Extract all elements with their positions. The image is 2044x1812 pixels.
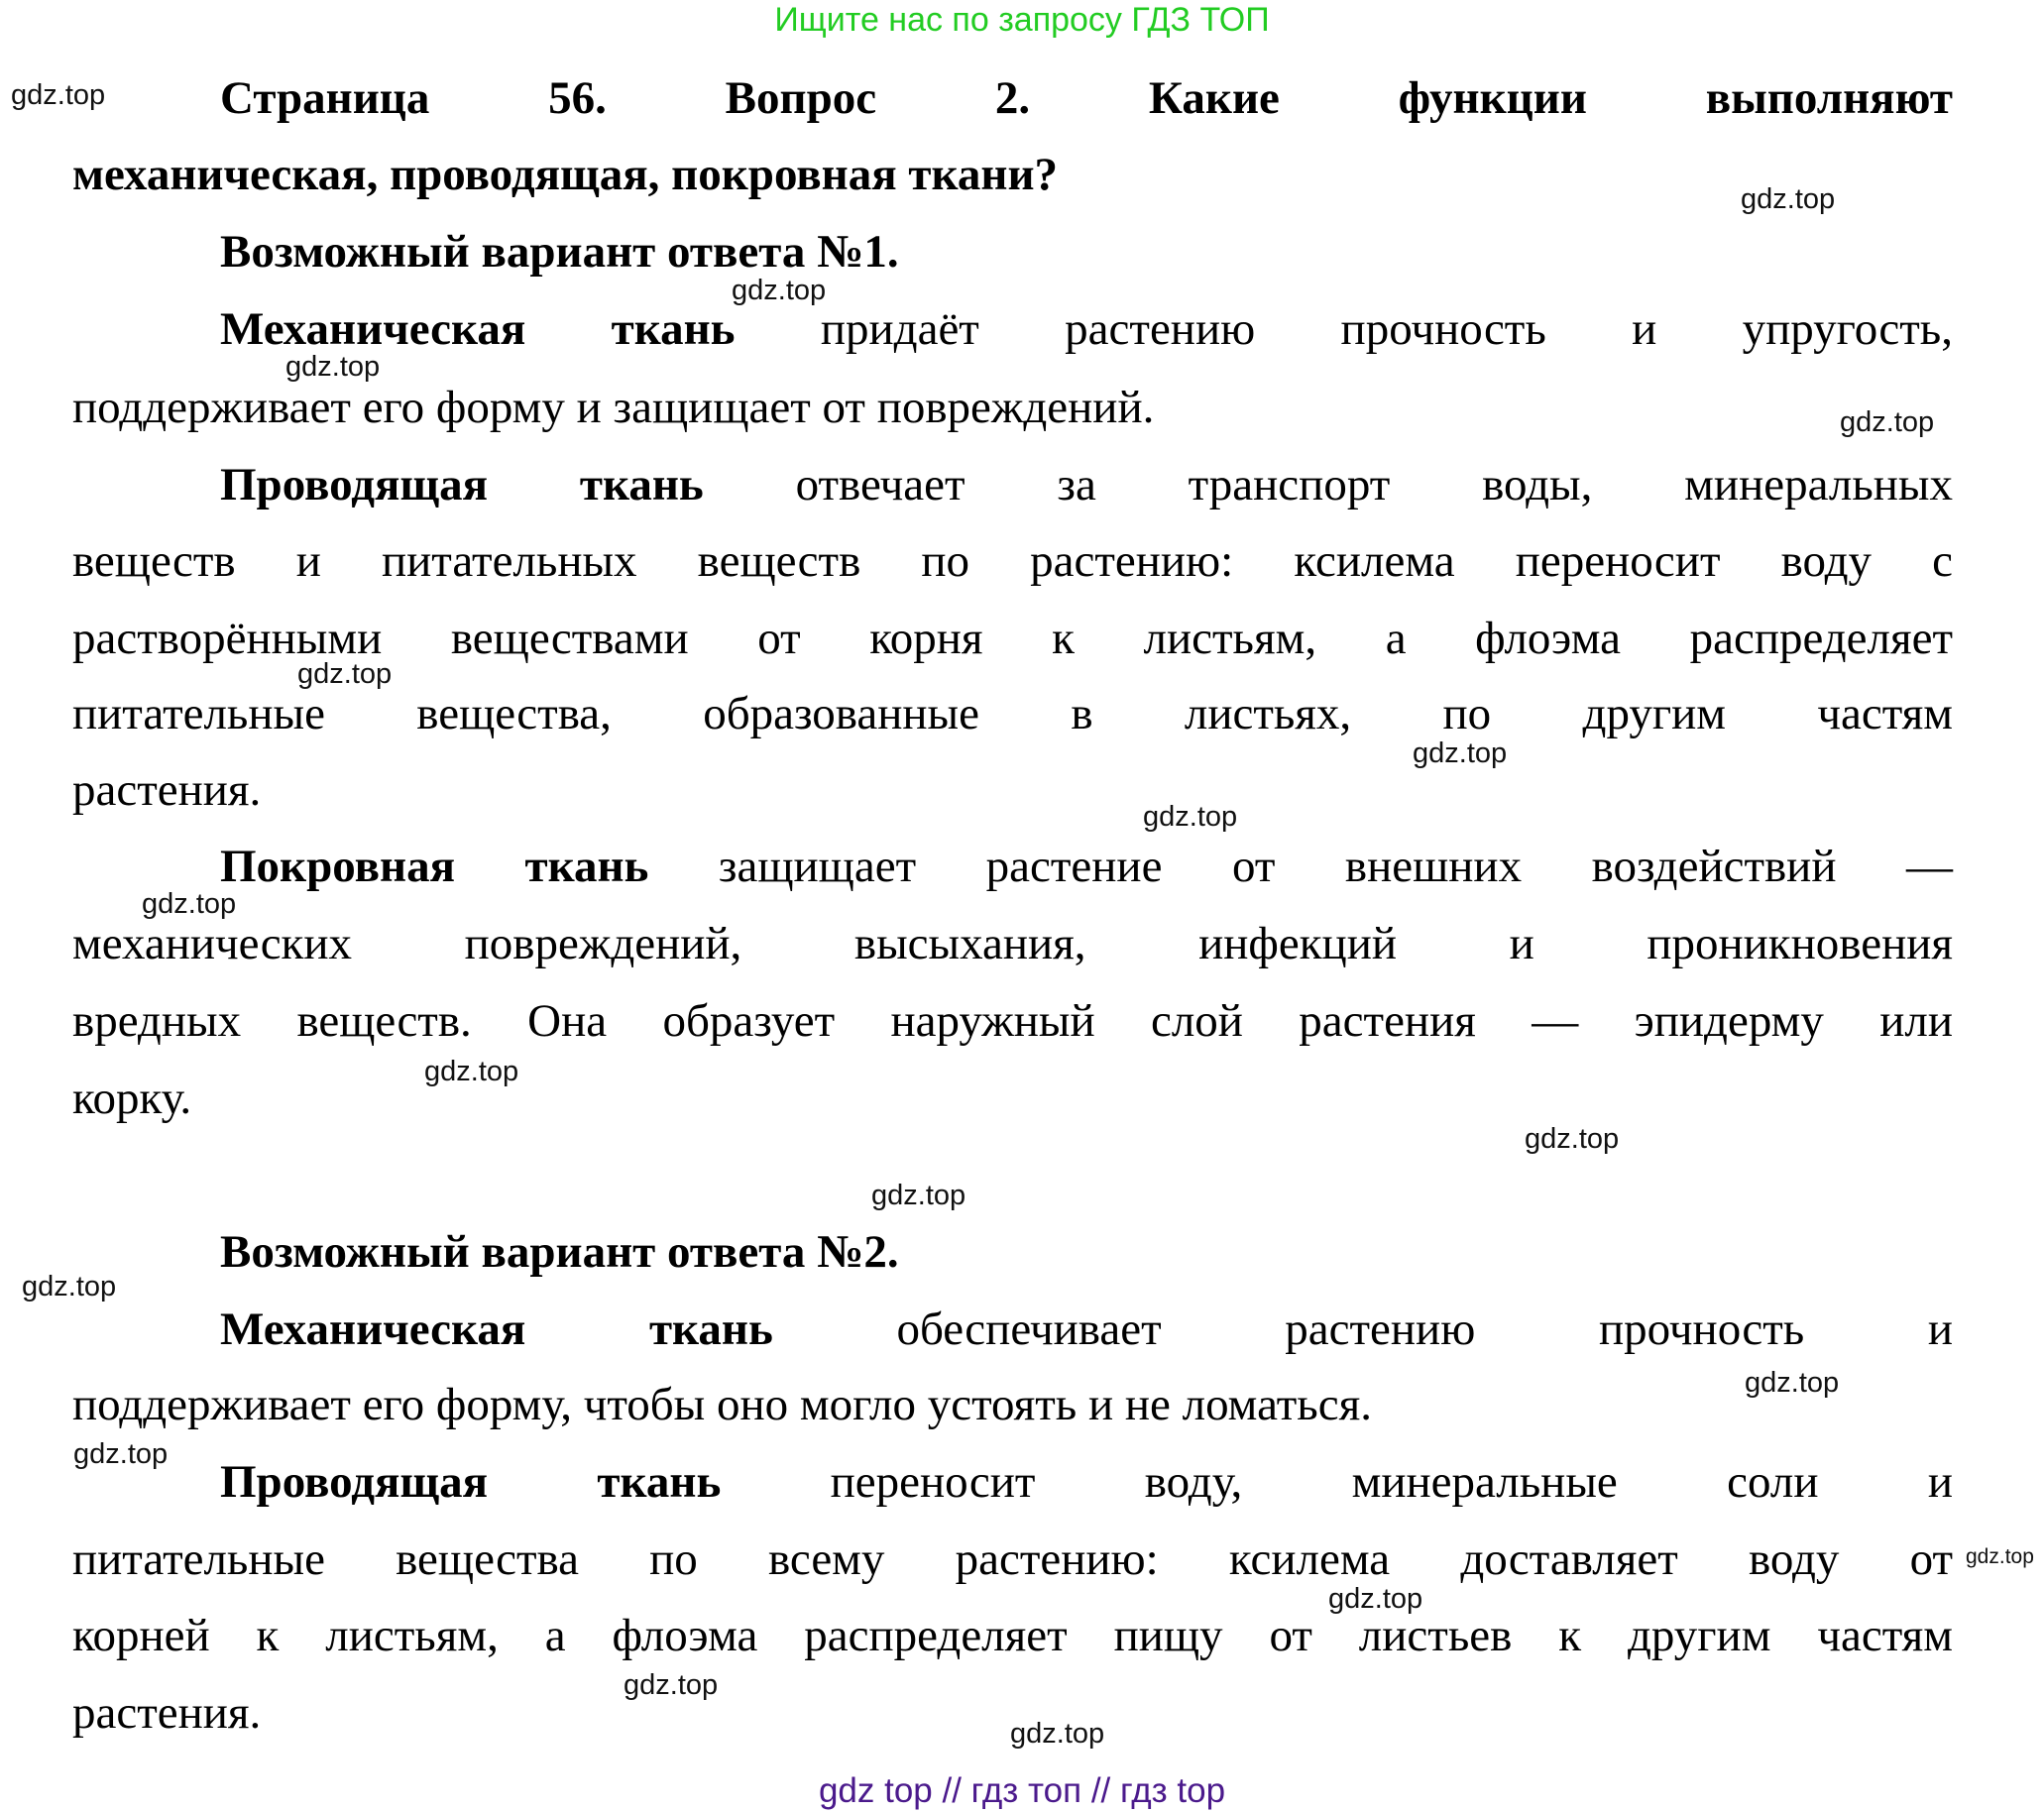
bold-term: Проводящая ткань <box>220 1456 722 1508</box>
line-text: поддерживает его форму и защищает от повреждений. <box>72 382 1155 433</box>
watermark-text: gdz.top <box>1966 1545 2034 1568</box>
paragraph-line <box>72 982 1953 1060</box>
paragraph-line <box>72 751 1953 829</box>
paragraph-line <box>220 290 1953 368</box>
bold-term: Покровная ткань <box>220 841 649 892</box>
line-text: корней к листьям, а флоэма распределяет пищу от листьев к другим частям <box>72 1610 1953 1661</box>
line-text: обеспечивает растению прочность и <box>772 1303 1953 1355</box>
question-title-line <box>72 136 1953 213</box>
line-text: поддерживает его форму, чтобы оно могло устоять и не ломаться. <box>72 1379 1372 1430</box>
line-text: растения. <box>72 1687 262 1739</box>
watermark-text: gdz.top <box>73 1438 169 1470</box>
line-text: переносит воду, минеральные соли и <box>721 1456 1953 1508</box>
line-text: защищает растение от внешних воздействий — <box>648 841 1954 892</box>
paragraph-line <box>220 1443 1953 1521</box>
line-text: отвечает за транспорт воды, минеральных <box>703 459 1953 510</box>
line-text: растворёнными веществами от корня к листьям, а флоэма распределяет <box>72 613 1953 664</box>
line-text: веществ и питательных веществ по растению: ксилема переносит воду с <box>72 535 1953 587</box>
paragraph-line <box>220 828 1953 905</box>
watermark-text: gdz.top <box>624 1669 719 1701</box>
paragraph-line <box>72 1366 1953 1443</box>
watermark-text: gdz.top <box>1840 406 1935 438</box>
watermark-text: gdz.top <box>1328 1583 1423 1615</box>
bold-term: механическая, проводящая, покровная ткани? <box>72 149 1059 200</box>
search-banner: Ищите нас по запросу ГДЗ ТОП <box>774 1 1270 39</box>
bold-term: Страница 56. Вопрос 2. Какие функции выполняют <box>220 72 1953 124</box>
answer-heading <box>220 1213 1953 1291</box>
line-text: растения. <box>72 764 262 816</box>
question-title-line <box>220 59 1953 137</box>
line-text: питательные вещества, образованные в листьях, по другим частям <box>72 688 1953 739</box>
watermark-text: gdz.top <box>1143 801 1238 833</box>
bold-term: Возможный вариант ответа №2. <box>220 1226 899 1278</box>
bold-term: Механическая ткань <box>220 1303 773 1355</box>
watermark-text: gdz.top <box>1741 183 1836 215</box>
paragraph-line <box>220 446 1953 523</box>
bold-term: Возможный вариант ответа №1. <box>220 226 899 278</box>
paragraph-line <box>220 1291 1953 1368</box>
paragraph-line <box>72 905 1953 982</box>
line-text: придаёт растению прочность и упругость, <box>735 303 1953 355</box>
watermark-text: gdz.top <box>11 79 106 111</box>
bold-term: Проводящая ткань <box>220 459 704 510</box>
line-text: вредных веществ. Она образует наружный слой растения — эпидерму или <box>72 995 1953 1047</box>
line-text: механических повреждений, высыхания, инфекций и проникновения <box>72 918 1953 969</box>
watermark-text: gdz.top <box>297 658 393 690</box>
paragraph-line <box>72 522 1953 600</box>
watermark-text: gdz.top <box>1525 1123 1620 1155</box>
watermark-text: gdz.top <box>424 1056 519 1087</box>
line-text: питательные вещества по всему растению: ксилема доставляет воду от <box>72 1533 1953 1585</box>
watermark-text: gdz.top <box>1413 737 1508 769</box>
paragraph-line <box>72 1521 1953 1598</box>
watermark-text: gdz.top <box>732 275 827 306</box>
paragraph-line <box>72 1060 1953 1137</box>
line-text: корку. <box>72 1073 192 1124</box>
watermark-text: gdz.top <box>142 888 237 920</box>
footer-banner: gdz top // гдз топ // гдз top <box>818 1771 1226 1810</box>
watermark-text: gdz.top <box>285 351 381 383</box>
watermark-text: gdz.top <box>1745 1367 1840 1399</box>
watermark-text: gdz.top <box>1010 1718 1105 1750</box>
answer-heading <box>220 213 1953 290</box>
watermark-text: gdz.top <box>22 1271 117 1302</box>
bold-term: Механическая ткань <box>220 303 736 355</box>
watermark-text: gdz.top <box>871 1180 966 1211</box>
paragraph-line <box>72 1597 1953 1674</box>
